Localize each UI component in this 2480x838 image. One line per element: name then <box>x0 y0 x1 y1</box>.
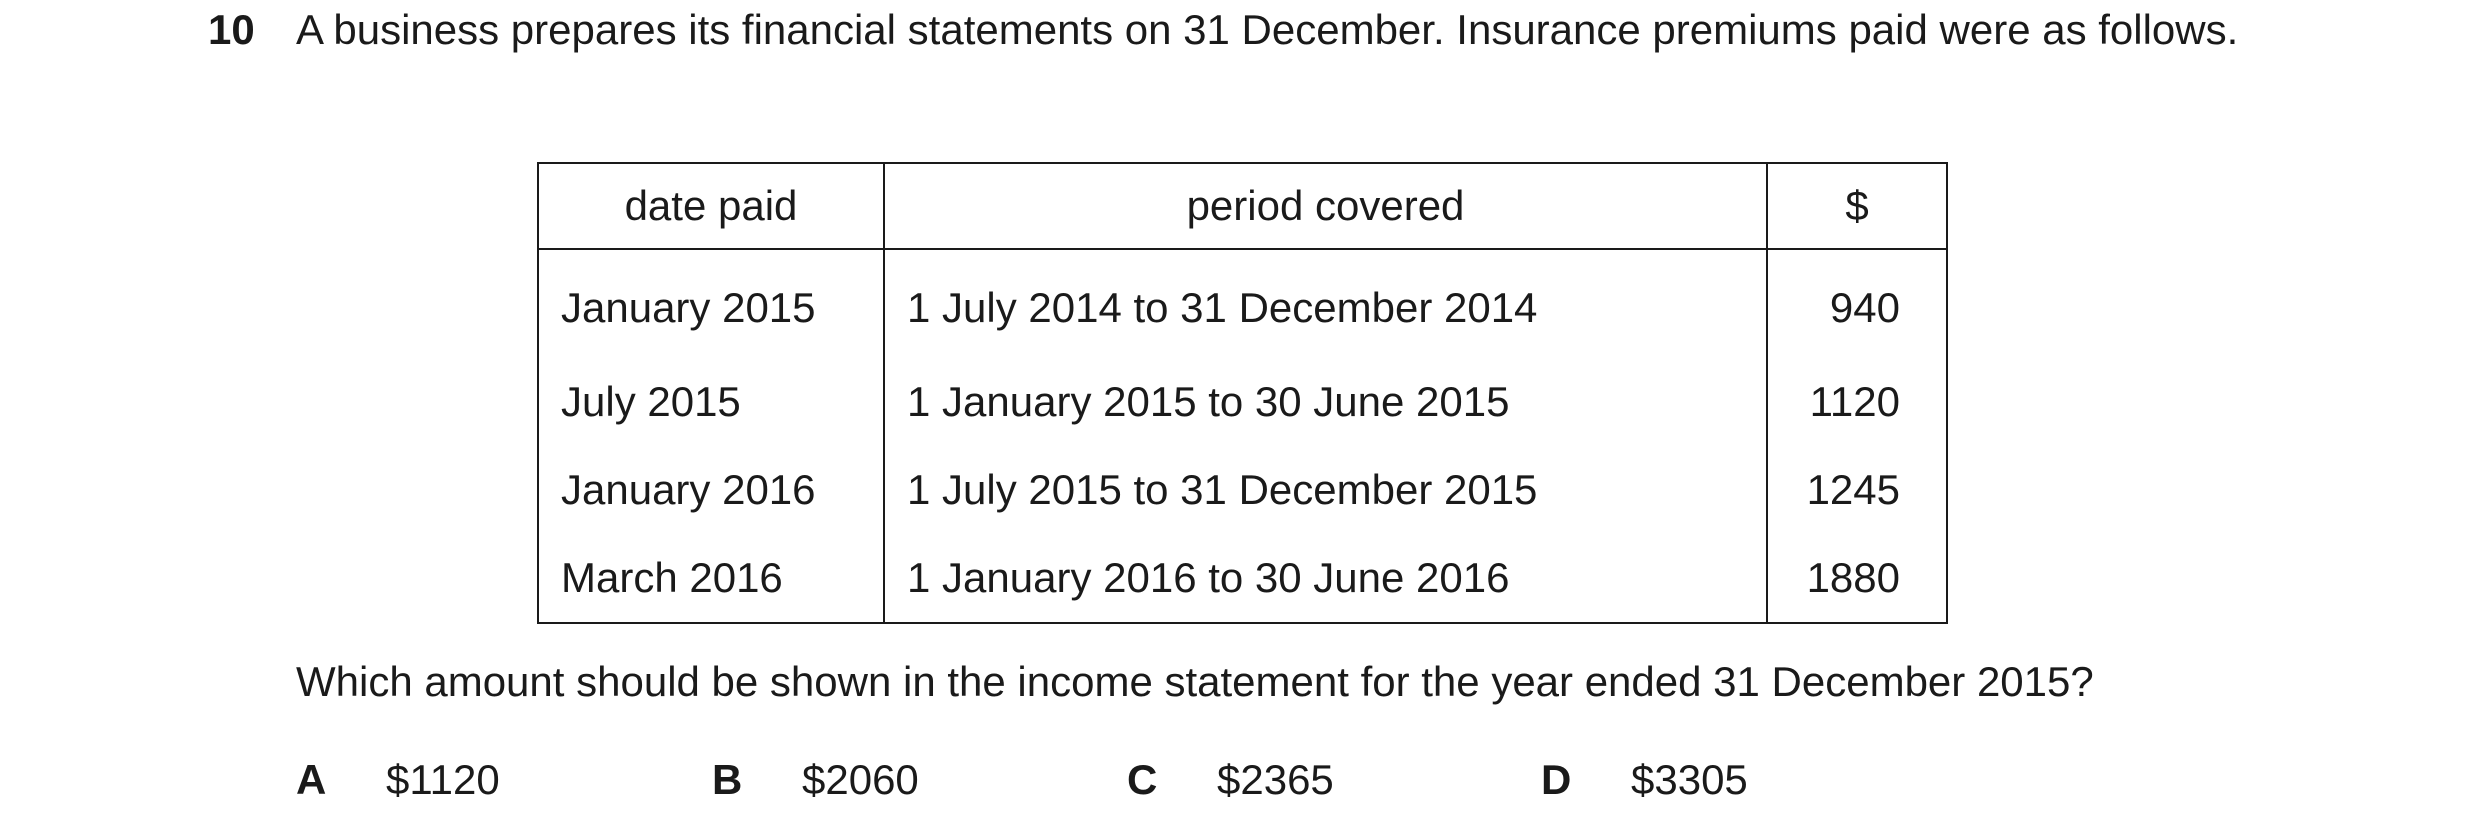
question-prompt: Which amount should be shown in the income statement for the year ended 31 December 2015? <box>296 658 2094 705</box>
table-row <box>538 358 1947 446</box>
cell-amount: 1245 <box>1767 446 1947 534</box>
question-stem: A business prepares its financial statements on 31 December. Insurance premiums paid were as follows. <box>296 6 2239 53</box>
option-d[interactable] <box>1541 754 1748 806</box>
option-value: $2365 <box>1217 756 1334 803</box>
option-value: $3305 <box>1631 756 1748 803</box>
cell-date-paid: March 2016 <box>538 534 884 623</box>
question-number: 10 <box>208 6 255 53</box>
cell-amount: 1120 <box>1767 358 1947 446</box>
option-letter: C <box>1127 756 1158 803</box>
cell-period-covered: 1 July 2015 to 31 December 2015 <box>884 446 1767 534</box>
header-period-covered: period covered <box>884 163 1767 249</box>
table-row <box>538 534 1947 623</box>
cell-period-covered: 1 January 2015 to 30 June 2015 <box>884 358 1767 446</box>
option-a[interactable] <box>296 754 500 806</box>
option-value: $2060 <box>802 756 919 803</box>
header-amount: $ <box>1767 163 1947 249</box>
cell-date-paid: July 2015 <box>538 358 884 446</box>
cell-date-paid: January 2015 <box>538 249 884 358</box>
option-b[interactable] <box>712 754 919 806</box>
table-header-row <box>538 163 1947 249</box>
cell-amount: 940 <box>1767 249 1947 358</box>
option-letter: A <box>296 756 327 803</box>
insurance-premiums-table <box>537 162 1948 624</box>
option-letter: D <box>1541 756 1572 803</box>
cell-period-covered: 1 January 2016 to 30 June 2016 <box>884 534 1767 623</box>
option-value: $1120 <box>386 756 500 803</box>
header-date-paid: date paid <box>538 163 884 249</box>
option-c[interactable] <box>1127 754 1334 806</box>
option-letter: B <box>712 756 743 803</box>
cell-period-covered: 1 July 2014 to 31 December 2014 <box>884 249 1767 358</box>
cell-amount: 1880 <box>1767 534 1947 623</box>
table-row <box>538 446 1947 534</box>
cell-date-paid: January 2016 <box>538 446 884 534</box>
table-row <box>538 249 1947 358</box>
